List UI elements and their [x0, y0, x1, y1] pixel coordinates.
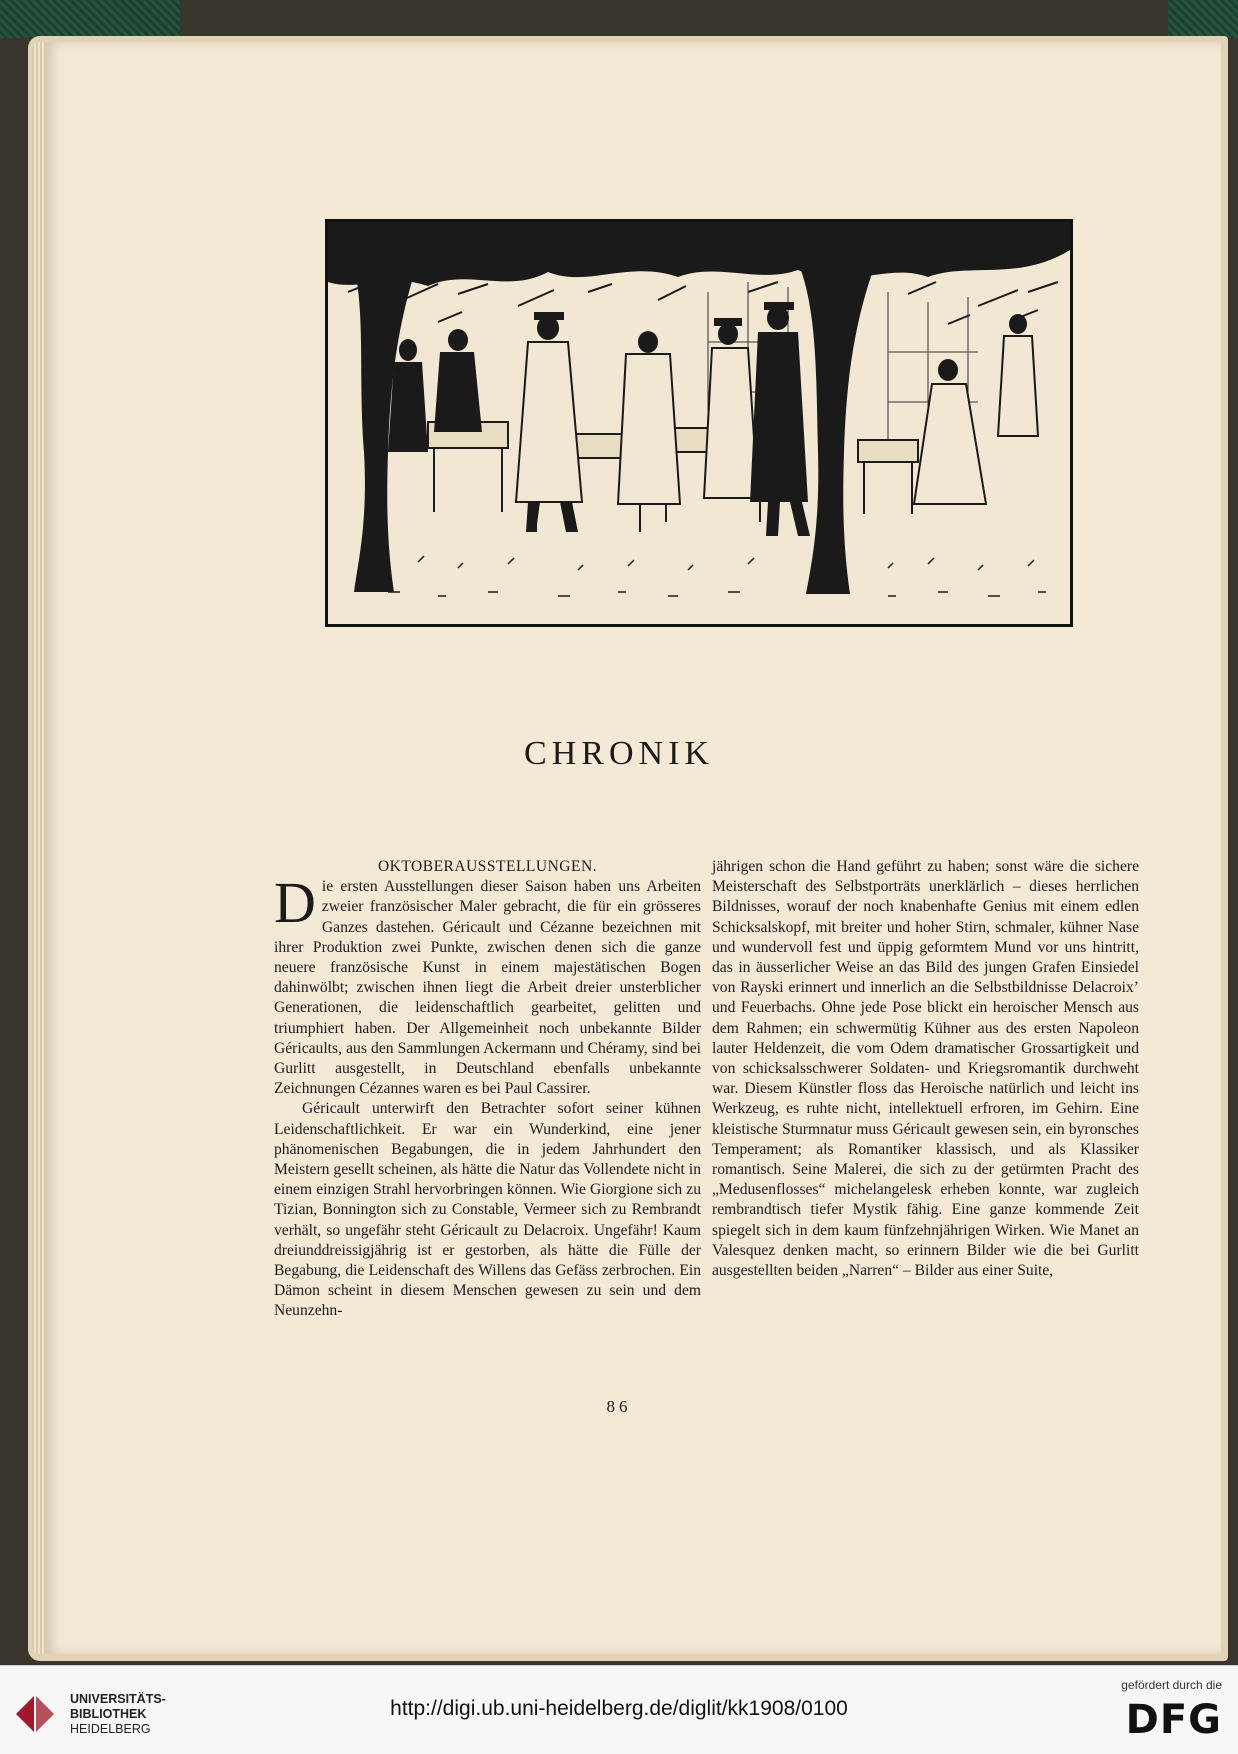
paragraph-text: ie ersten Ausstellungen dieser Saison haben uns Arbeiten zweier französischer Maler gebracht, die für ein grösseres Ganzes dastehen. Géricault und Cézanne bezeichnen mit ihrer Produktion zwei Punkte, zwischen denen sich die ganze neuere französische Kunst in einem majestätischen Bogen dahinwölbt; zwischen ihnen liegt die Arbeit dreier unsterblicher Generationen, die leidenschaftlich gearbeitet, gelitten und triumphiert haben. Der Allgemeinheit noch unbekannte Bilder Géricaults, aus den Sammlungen Ackermann und Chéramy, sind bei Gurlitt ausgestellt, in Deutschland ebenfalls unbekannte Zeichnungen Cézannes waren es bei Paul Cassirer.	[274, 878, 701, 1098]
book-cover-cloth-right	[1168, 0, 1238, 38]
institution-line: UNIVERSITÄTS-	[70, 1692, 166, 1706]
institution-line: BIBLIOTHEK	[70, 1707, 147, 1721]
paragraph	[274, 870, 701, 1099]
text-column-left	[274, 857, 701, 1322]
institution-line: HEIDELBERG	[70, 1722, 151, 1736]
book-cover-cloth-left	[0, 0, 180, 38]
woodcut-illustration	[325, 219, 1073, 627]
paragraph: Géricault unterwirft den Betrachter sofort seiner kühnen Leidenschaftlichkeit. Er war ein Wunderkind, eine jener phänomenischen Begabungen, die in jedem Jahrhundert den Meistern gesellt scheinen, als hätte die Natur das Vollendete nicht in einem einzigen Strahl hervorbringen können. Wie Giorgione sich zu Tizian, Bonnington sich zu Constable, Vermeer sich zu Rembrandt verhält, so ungefähr steht Géricault zu Delacroix. Ungefähr! Kaum dreiunddreissigjährig ist er gestorben, als hätte die Fülle der Begabung, die Leidenschaft des Willens das Gefäss zerbrochen. Ein Dämon scheint in diesem Menschen gewesen zu sein und dem Neunzehn-	[274, 1100, 701, 1320]
drop-cap: D	[274, 870, 316, 936]
viewer-footer	[0, 1665, 1238, 1754]
permalink-url[interactable]: http://digi.ub.uni-heidelberg.de/diglit/kk1908/0100	[390, 1697, 848, 1720]
funding-text: gefördert durch die	[1121, 1678, 1222, 1692]
paragraph: jährigen schon die Hand geführt zu haben; sonst wäre die sichere Meisterschaft des Selbstporträts unerklärlich – dieses herrlichen Bildnisses, worauf der noch knabenhafte Genius mit einem edlen Schicksalskopf, mit breiter und hoher Stirn, schmaler, kühner Nase und wundervoll fest und üppig geformtem Mund vor uns hintritt, das in äusserlicher Weise an das Bild des jungen Grafen Einsiedel von Rayski erinnert und innerlich an die Selbstbildnisse Delacroix’ und Feuerbachs. Ohne jede Pose blickt ein heroischer Mensch aus dem Rahmen; ein schwermütig Kühner aus des ersten Napoleon lauter Heldenzeit, die vom Odem dramatischer Grossartigkeit und von schicksalsschwerer Soldaten- und Kriegsromantik durchweht war. Diesem Künstler floss das Heroische natürlich und leicht ins Werkzeug, es ruhte nicht, intellektuell erfroren, im Gehirn. Eine kleistische Sturmnatur muss Géricault gewesen sein, ein byronsches Temperament; als Romantiker klassisch, und als Klassiker romantisch. Seine Malerei, die sich zu der getürmten Pracht des „Medusenflosses“ michelangelesk erheben konnte, war zugleich rembrandtisch tiefer Mystik fähig. Eine ganze kommende Zeit spiegelt sich in dem kaum fünfzehnjährigen Wirken. Wie Manet an Valesquez denken macht, so erinnern Bilder wie die bei Gurlitt ausgestellten beiden „Narren“ – Bilder aus einer Suite,	[712, 858, 1139, 1280]
page-title: CHRONIK	[524, 735, 714, 772]
page-number: 86	[606, 1397, 632, 1416]
dfg-logo[interactable]: DFG	[1125, 1697, 1222, 1743]
text-column-right	[712, 857, 1139, 1281]
section-heading: OKTOBERAUSSTELLUNGEN.	[377, 858, 598, 875]
